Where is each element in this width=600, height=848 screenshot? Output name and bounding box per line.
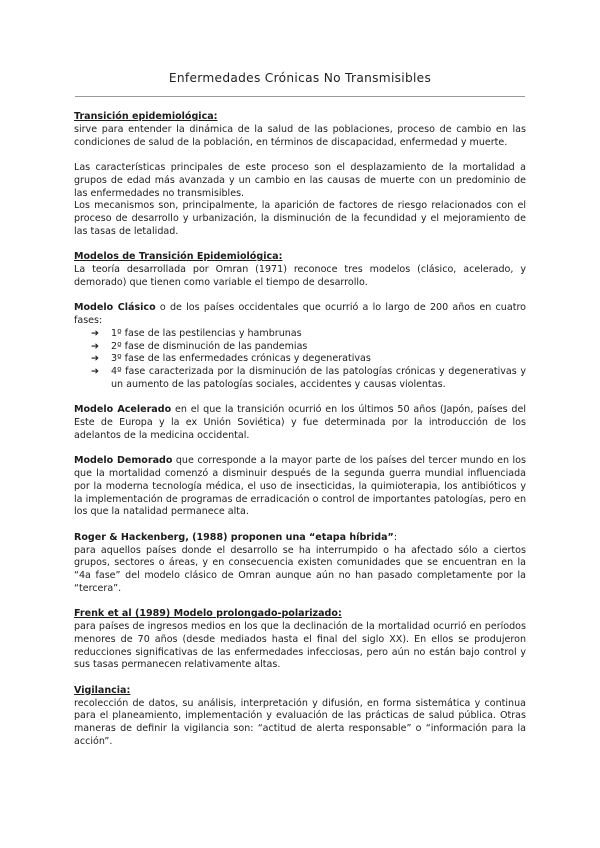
acelerado-paragraph: Modelo Acelerado en el que la transición ocurrió en los últimos 50 años (Japón, países del Este de Europa y la ex Unión Soviética) y fue determinada por la introducción de los adelantos de la medicina occidental.	[74, 404, 527, 441]
document-body	[74, 111, 526, 749]
title-divider	[75, 96, 525, 97]
page-title: Enfermedades Crónicas No Transmisibles	[168, 71, 432, 85]
vigilancia-paragraph: recolección de datos, su análisis, interpretación y difusión, en forma sistemática y continua para el planeamiento, implementación y evaluación de las prácticas de salud pública. Otras maneras de definir la vigilancia son: “actitud de alerta responsable” o “información para la acción”.	[74, 697, 526, 747]
vigilancia-heading: Vigilancia:	[74, 684, 131, 696]
arrow-icon: ➔	[91, 353, 99, 365]
transicion-paragraph-3: Los mecanismos son, principalmente, la aparición de factores de riesgo relacionados con el proceso de desarrollo y urbanización, la disminución de la fecundidad y el mejoramiento de las tasas de letalidad.	[74, 200, 526, 237]
arrow-icon: ➔	[91, 327, 99, 339]
demorado-paragraph: Modelo Demorado que corresponde a la mayor parte de los países del tercer mundo en los que la mortalidad comenzó a disminuir después de la segunda guerra mundial influenciada por la moderna tecnología médica, el uso de insecticidas, la quimioterapia, los antibióticos y la implementación de programas de erradicación o control de importantes patologías, pero en los que la natalidad permanece alta.	[74, 455, 526, 518]
clasico-phase-list	[74, 328, 526, 392]
list-item: ➔ 3º fase de las enfermedades crónicas y degenerativas	[91, 353, 371, 365]
frenk-paragraph: para países de ingresos medios en los que la declinación de la mortalidad ocurrió en períodos menores de 70 años (desde mediados hasta el final del siglo XX). En ellos se produjeron reducciones significativas de las enfermedades infecciosas, pero aún no están bajo control y sus tasas permanecen relativamente altas.	[74, 621, 526, 671]
list-item: ➔ 4º fase caracterizada por la disminución de las patologías crónicas y degenerativas y un aumento de las patologías sociales, accidentes y causas violentas.	[91, 366, 526, 390]
modelos-paragraph: La teoría desarrollada por Omran (1971) reconoce tres modelos (clásico, acelerado, y demorado) que tienen como variable el tiempo de desarrollo.	[74, 264, 526, 288]
transicion-heading: Transición epidemiológica:	[74, 111, 218, 122]
acelerado-term: Modelo Acelerado	[74, 404, 172, 416]
frenk-heading: Frenk et al (1989) Modelo prolongado-polarizado:	[74, 608, 342, 620]
transicion-paragraph-1: sirve para entender la dinámica de la salud de las poblaciones, proceso de cambio en las condiciones de salud de la población, en términos de discapacidad, enfermedad y muerte.	[74, 123, 526, 148]
list-item: ➔ 1º fase de las pestilencias y hambrunas	[91, 327, 302, 339]
clasico-paragraph: Modelo Clásico o de los países occidentales que ocurrió a lo largo de 200 años en cuatro fases:	[74, 302, 526, 326]
arrow-icon: ➔	[91, 366, 99, 377]
roger-paragraph: para aquellos países donde el desarrollo se ha interrumpido o ha afectado sólo a ciertos grupos, sectores o áreas, y en consecuencia existen comunidades que se encuentran en la “4a fase” del modelo clásico de Omran aunque aún no han pasado completamente por la “tercera”.	[74, 544, 526, 594]
demorado-term: Modelo Demorado	[74, 455, 173, 467]
list-item: ➔ 2º fase de disminución de las pandemias	[91, 340, 308, 352]
roger-heading: Roger & Hackenberg, (1988) proponen una “etapa híbrida”:	[74, 531, 398, 543]
transicion-paragraph-2: Las características principales de este proceso son el desplazamiento de la mortalidad a grupos de edad más avanzada y un cambio en las causas de muerte con un predominio de las enfermedades no transmisibles.	[74, 162, 526, 199]
clasico-term: Modelo Clásico	[74, 302, 156, 314]
modelos-heading: Modelos de Transición Epidemiológica:	[74, 251, 283, 263]
arrow-icon: ➔	[91, 340, 99, 352]
